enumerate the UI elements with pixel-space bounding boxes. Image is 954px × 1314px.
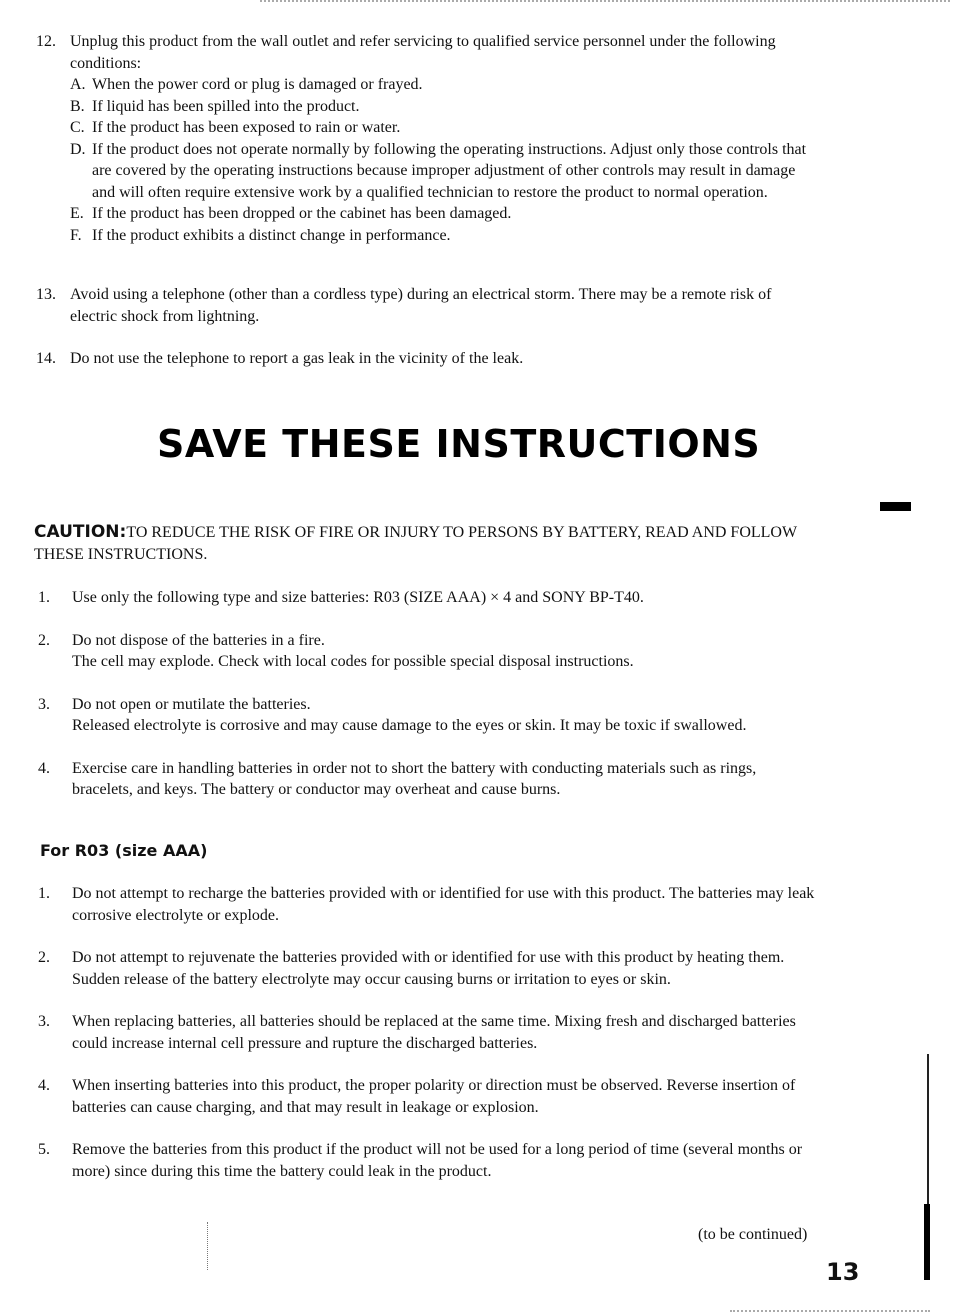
battery-item-1: 1. Use only the following type and size batteries: R03 (SIZE AAA) × 4 and SONY BP-T40. [38, 589, 644, 606]
battery-item-3: 3. Do not open or mutilate the batteries. Released electrolyte is corrosive and may cause damage to the eyes or skin. It may be toxic if swallowed. [38, 694, 818, 737]
r03-item-5: 5. Remove the batteries from this product if the product will not be used for a long period of time (several months or more) since during this time the battery could leak in the product. [38, 1141, 803, 1180]
section-tab-marker [880, 502, 911, 511]
item-number: 14. [36, 350, 56, 367]
r03-item-4: 4. When inserting batteries into this product, the proper polarity or direction must be observed. Reverse insertion of batteries can cause charging, and that may result in leakage or explosion. [38, 1077, 796, 1116]
r03-item-1: 1. Do not attempt to recharge the batteries provided with or identified for use with this product. The batteries may leak corrosive electrolyte or explode. [38, 885, 815, 924]
condition-e: E. If the product has been dropped or the cabinet has been damaged. [70, 205, 512, 222]
page-edge-bar [924, 1204, 930, 1280]
scan-artifact-dots [207, 1222, 210, 1270]
page-title: SAVE THESE INSTRUCTIONS [157, 422, 761, 466]
battery-item-note: The cell may explode. Check with local codes for possible special disposal instructions. [72, 653, 634, 670]
r03-item-3: 3. When replacing batteries, all batteries should be replaced at the same time. Mixing fresh and discharged batteries could increase internal cell pressure and rupture the discharged batteries. [38, 1013, 796, 1052]
item-number: 12. [36, 33, 56, 50]
top-edge-rule [260, 0, 950, 4]
condition-list [70, 74, 816, 246]
safety-item-12 [36, 31, 816, 246]
battery-item-note: Released electrolyte is corrosive and may cause damage to the eyes or skin. It may be toxic if swallowed. [72, 717, 747, 734]
condition-b: B. If liquid has been spilled into the product. [70, 97, 360, 115]
condition-a: A. When the power cord or plug is damaged or frayed. [70, 76, 423, 93]
caution-text: TO REDUCE THE RISK OF FIRE OR INJURY TO PERSONS BY BATTERY, READ AND FOLLOW THESE INSTRUCTIONS. [34, 524, 797, 563]
item-number: 13. [36, 286, 56, 303]
condition-f: F. If the product exhibits a distinct change in performance. [70, 226, 451, 244]
safety-instructions-list [36, 31, 816, 246]
caution-label: CAUTION: [34, 522, 127, 542]
item-text: Do not use the telephone to report a gas leak in the vicinity of the leak. [70, 350, 524, 367]
r03-section-heading: For R03 (size AAA) [40, 841, 208, 860]
safety-item-14 [36, 348, 816, 370]
bottom-edge-rule [730, 1310, 930, 1314]
page-edge-line [927, 1054, 929, 1204]
condition-d: D. If the product does not operate normally by following the operating instructions. Adjust only those controls that are covered by the operating instructions because improper adjustment of other controls may result in damage and will often require extensive work by a qualified technician to restore the product to normal operation. [70, 140, 807, 201]
page-number: 13 [826, 1258, 860, 1286]
safety-item-13-list [36, 284, 816, 327]
battery-item-2: 2. Do not dispose of the batteries in a fire. The cell may explode. Check with local codes for possible special disposal instructions. [38, 630, 818, 673]
battery-instructions-list [38, 587, 818, 801]
condition-c: C. If the product has been exposed to rain or water. [70, 119, 401, 136]
battery-item-4: 4. Exercise care in handling batteries in order not to short the battery with conducting materials such as rings, bracelets, and keys. The battery or conductor may overheat and cause burns. [38, 759, 757, 798]
item-text: Avoid using a telephone (other than a cordless type) during an electrical storm. There may be a remote risk of electric shock from lightning. [70, 286, 772, 325]
continued-note: (to be continued) [698, 1226, 808, 1243]
r03-instructions-list [38, 883, 818, 1182]
item-text: Unplug this product from the wall outlet and refer servicing to qualified service personnel under the following conditions: [70, 33, 776, 72]
caution-notice [34, 522, 814, 565]
safety-item-14-list [36, 348, 816, 370]
r03-item-2: 2. Do not attempt to rejuvenate the batteries provided with or identified for use with this product by heating them. Sudden release of the battery electrolyte may occur causing burns or irritation to eyes or skin. [38, 949, 785, 988]
safety-item-13 [36, 284, 816, 327]
